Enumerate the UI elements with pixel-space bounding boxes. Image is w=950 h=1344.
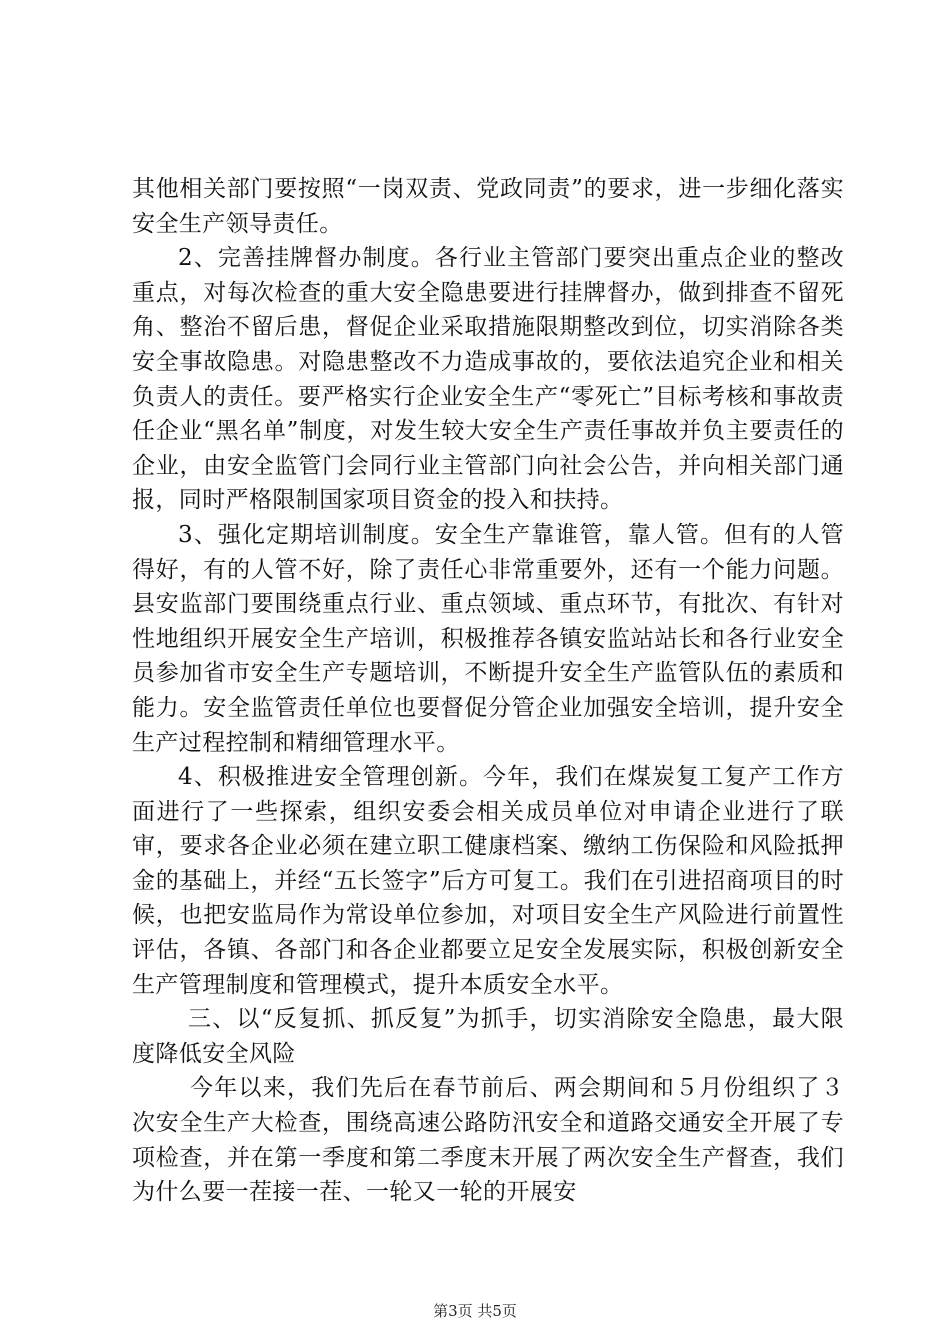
- paragraph-continuation: 其他相关部门要按照“一岗双责、党政同责”的要求，进一步细化落实安全生产领导责任。: [132, 176, 844, 237]
- page-number-footer: 第3页 共5页: [433, 1302, 517, 1320]
- paragraph-item-3: 3、强化定期培训制度。安全生产靠谁管，靠人管。但有的人管得好，有的人管不好，除了责任心非常重要外，还有一个能力问题。县安监部门要围绕重点行业、重点领域、重点环节，有批次、有针对性地组织开展安全生产培训，积极推荐各镇安监站站长和各行业安全员参加省市安全生产专题培训，不断提升安全生产监管队伍的素质和能力。安全监管责任单位也要督促分管企业加强安全培训，提升安全生产过程控制和精细管理水平。: [132, 521, 844, 756]
- paragraph-item-2: 2、完善挂牌督办制度。各行业主管部门要突出重点企业的整改重点，对每次检查的重大安全隐患要进行挂牌督办，做到排查不留死角、整治不留后患，督促企业采取措施限期整改到位，切实消除各类安全事故隐患。对隐患整改不力造成事故的，要依法追究企业和相关负责人的责任。要严格实行企业安全生产“零死亡”目标考核和事故责任企业“黑名单”制度，对发生较大安全生产责任事故并负主要责任的企业，由安全监管门会同行业主管部门向社会公告，并向相关部门通报，同时严格限制国家项目资金的投入和扶持。: [132, 245, 844, 514]
- paragraph-section-3-body: 今年以来，我们先后在春节前后、两会期间和５月份组织了３次安全生产大检查，围绕高速公路防汛安全和道路交通安全开展了专项检查，并在第一季度和第二季度末开展了两次安全生产督查，我们为什么要一茬接一茬、一轮又一轮的开展安: [132, 1075, 844, 1206]
- document-body: [132, 172, 844, 1210]
- paragraph-item-4: 4、积极推进安全管理创新。今年，我们在煤炭复工复产工作方面进行了一些探索，组织安委会相关成员单位对申请企业进行了联审，要求各企业必须在建立职工健康档案、缴纳工伤保险和风险抵押金的基础上，并经“五长签字”后方可复工。我们在引进招商项目的时候，也把安监局作为常设单位参加，对项目安全生产风险进行前置性评估，各镇、各部门和各企业都要立足安全发展实际，积极创新安全生产管理制度和管理模式，提升本质安全水平。: [132, 764, 844, 998]
- section-heading-3: 三、以“反复抓、抓反复”为抓手，切实消除安全隐患，最大限度降低安全风险: [132, 1006, 844, 1067]
